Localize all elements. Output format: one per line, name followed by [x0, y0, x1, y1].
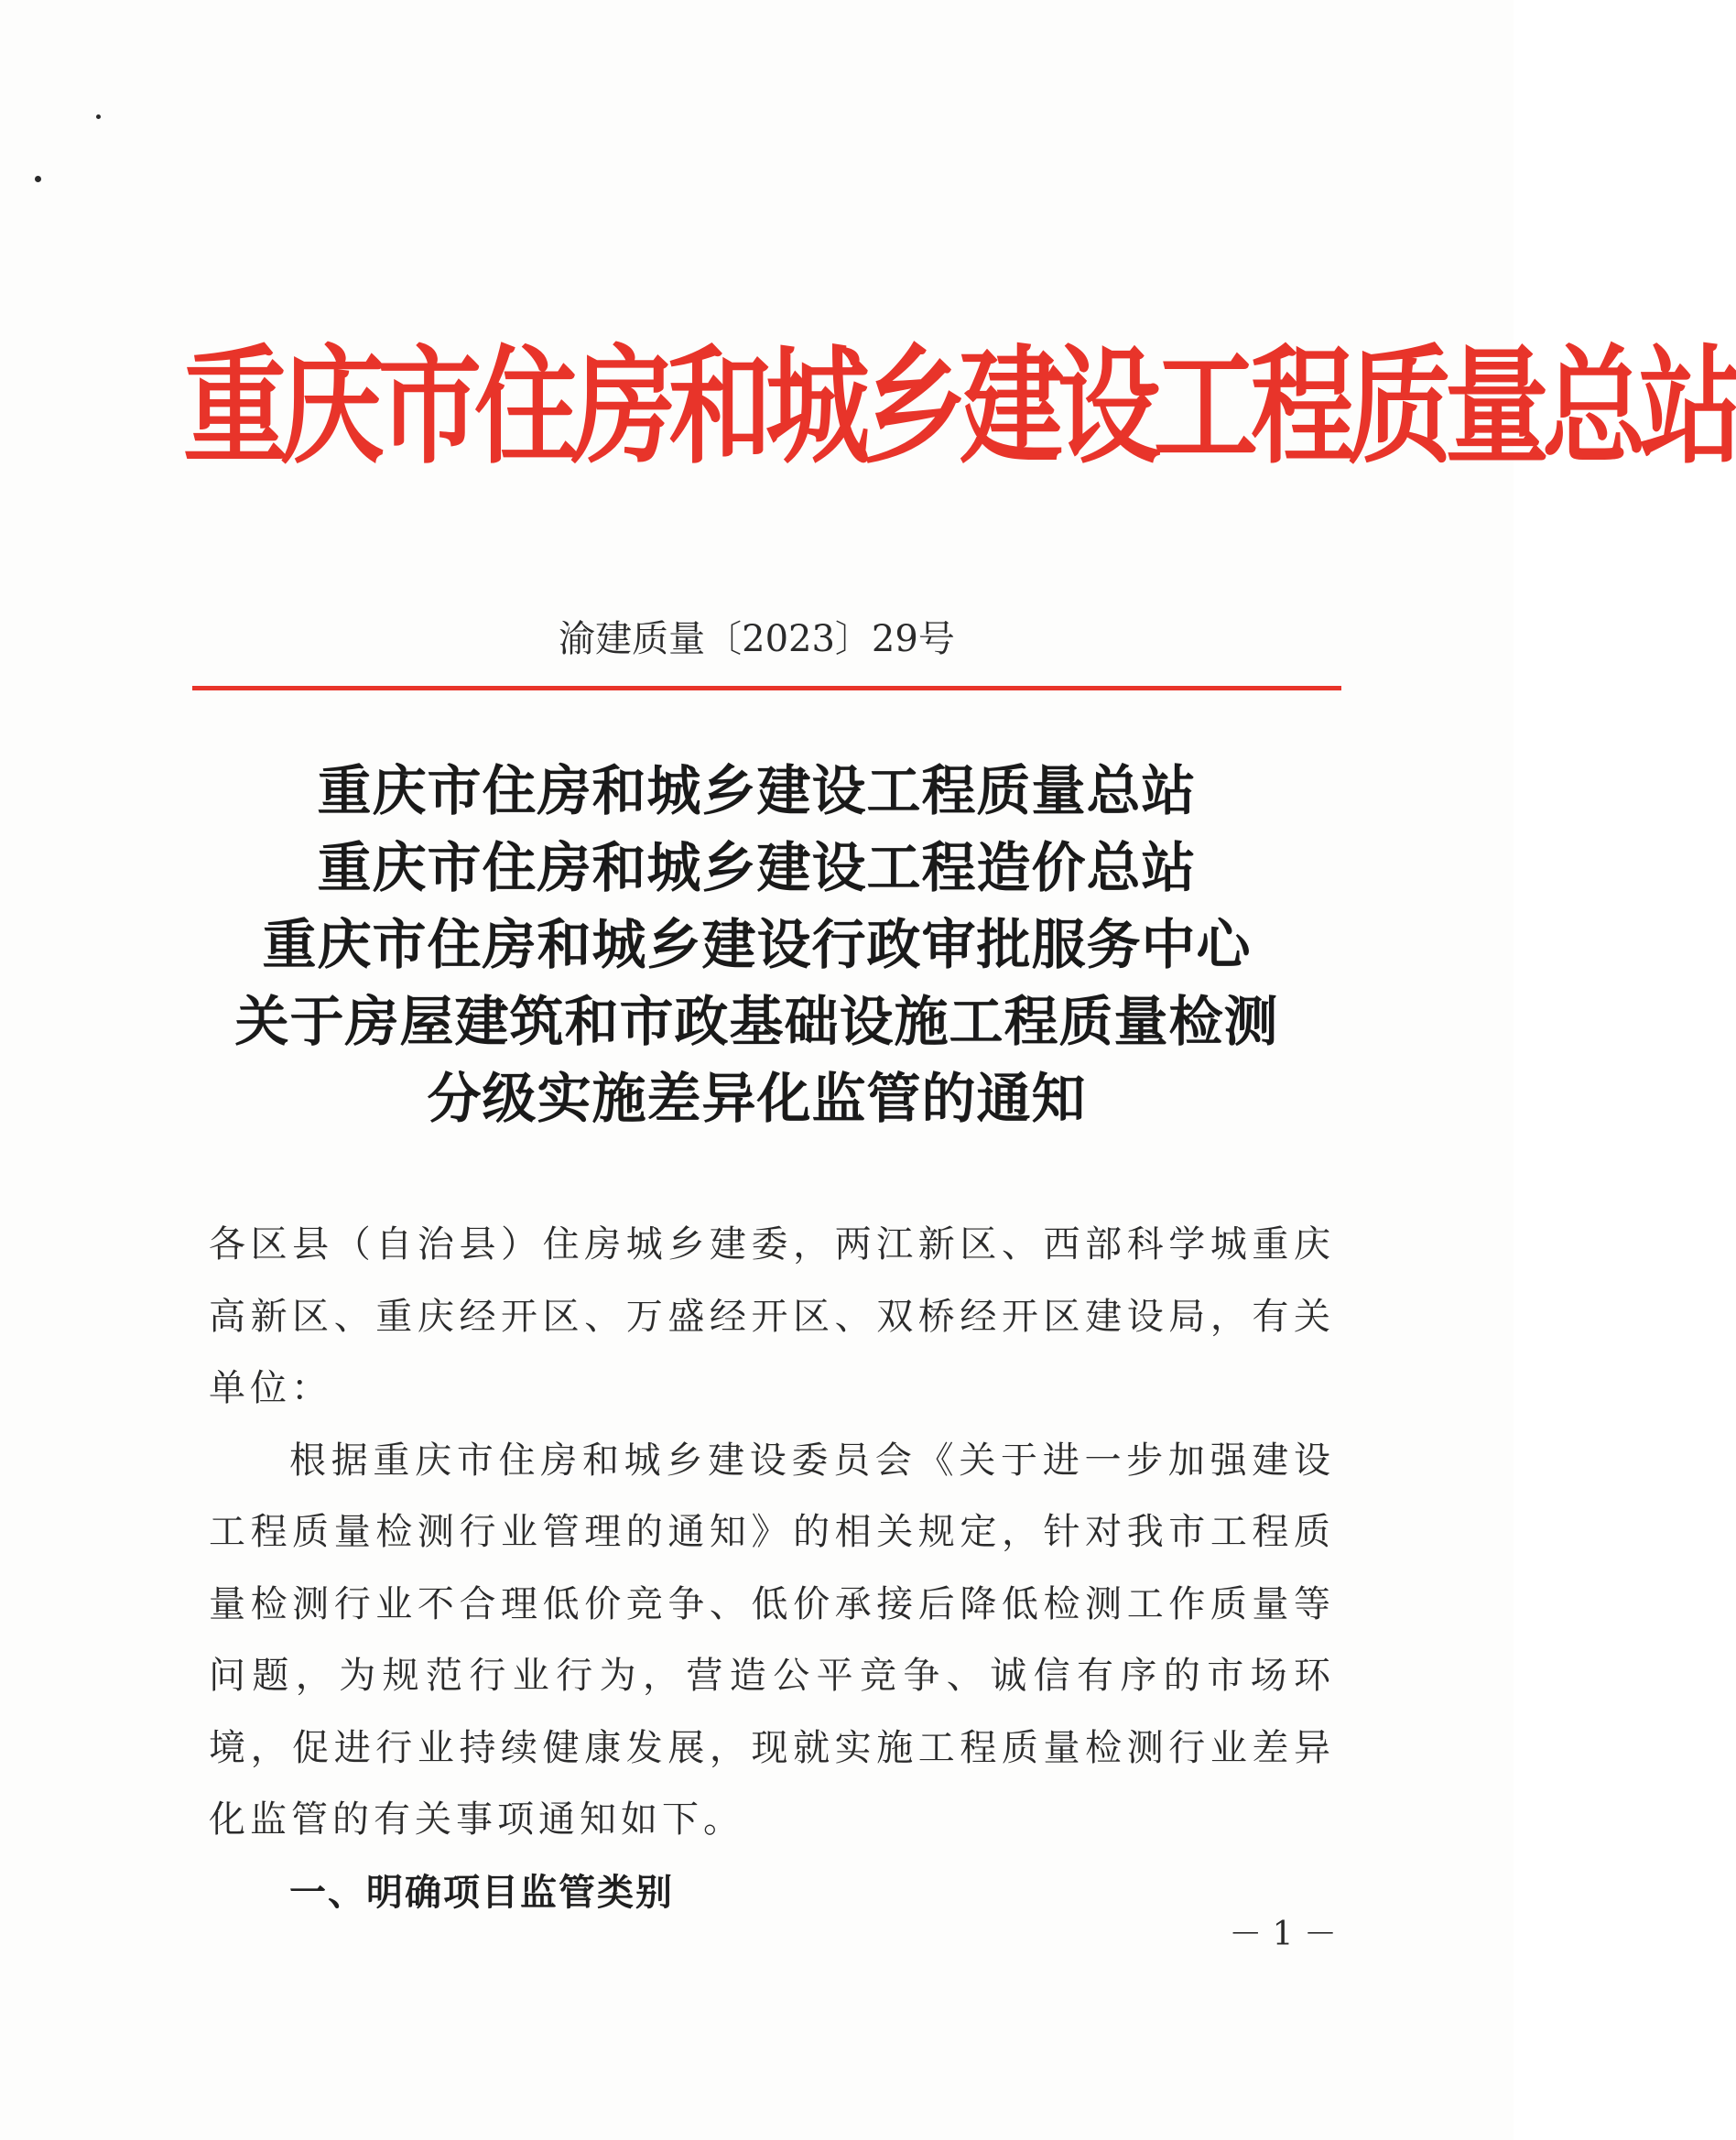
scan-speck	[96, 114, 101, 119]
page-number: － 1 －	[1229, 1916, 1337, 1953]
red-divider-line	[192, 686, 1341, 690]
body-paragraph: 根据重庆市住房和城乡建设委员会《关于进一步加强建设工程质量检测行业管理的通知》的相关规定，针对我市工程质量检测行业不合理低价竞争、低价承接后降低检测工作质量等问题，为规范行业行为，营造公平竞争、诚信有序的市场环境，促进行业持续健康发展，现就实施工程质量检测行业差异化监管的有关事项通知如下。	[209, 1439, 1335, 1841]
section-heading: 一、明确项目监管类别	[289, 1871, 674, 1914]
masthead-title: 重庆市住房和城乡建设工程质量总站	[183, 332, 1736, 482]
document-number: 渝建质量〔2023〕29号	[559, 618, 955, 660]
title-line-issuer-2: 重庆市住房和城乡建设工程造价总站	[317, 836, 1197, 899]
notice-title	[0, 753, 1514, 1137]
scan-speck	[35, 176, 41, 182]
title-line-subject-2: 分级实施差异化监管的通知	[427, 1067, 1087, 1130]
title-line-issuer-3: 重庆市住房和城乡建设行政审批服务中心	[262, 913, 1252, 976]
title-line-subject-1: 关于房屋建筑和市政基础设施工程质量检测	[234, 990, 1279, 1053]
salutation: 各区县（自治县）住房城乡建委，两江新区、西部科学城重庆高新区、重庆经开区、万盛经开区、双桥经开区建设局，有关单位：	[209, 1223, 1335, 1409]
notice-body	[209, 1209, 1335, 1929]
title-line-issuer-1: 重庆市住房和城乡建设工程质量总站	[317, 759, 1197, 822]
